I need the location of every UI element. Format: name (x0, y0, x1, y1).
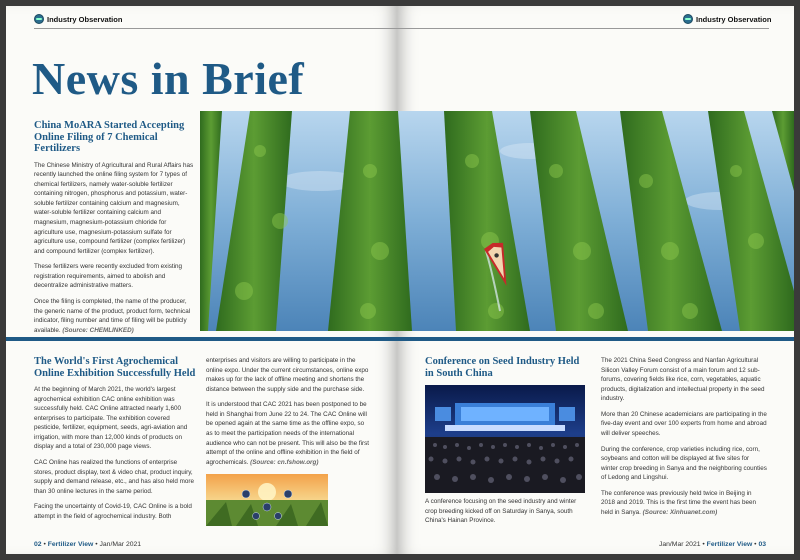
paragraph: The 2021 China Seed Congress and Nanfan Agricultural Silicon Valley Forum consist of a main forum and 12 sub-forums, covering fields like rice, corn, vegetables, aquatic products, digitalization and intellectual property in the seed industry. (601, 357, 765, 403)
globe-icon (34, 14, 44, 24)
page-number: 03 (758, 541, 766, 548)
globe-icon (683, 14, 693, 24)
agri-tech-photo (206, 474, 328, 526)
article-agrochemical-exhibition (34, 356, 196, 527)
issue-date: Jan/Mar 2021 (658, 541, 701, 548)
header-rule (34, 28, 397, 29)
right-header-label: Industry Observation (696, 14, 772, 24)
conference-photo (425, 385, 585, 493)
paragraph: During the conference, crop varieties including rice, corn, soybeans and cotton will be displayed at five sites for winter crop breeding in Sanya and the neighboring counties of Ledong and Lingshui. (601, 445, 767, 482)
left-footer: 02 • Fertilizer View • Jan/Mar 2021 (34, 541, 142, 548)
photo-caption: A conference focusing on the seed industry and winter crop breeding kicked off on Saturday in Sanya, south China's Hainan Province. (425, 498, 577, 525)
article-body (34, 385, 196, 521)
article-seed-conference-cont (601, 356, 767, 523)
article-title: China MoARA Started Accepting Online Filing of 7 Chemical Fertilizers (34, 120, 185, 155)
paragraph: CAC Online has realized the functions of enterprise stores, product display, text & video chat, product inquiry, supply and demand release, etc., and has also held more than 30 online lectures in the same period. (34, 459, 194, 495)
article-chemical-fertilizers (34, 120, 194, 341)
article-body (34, 161, 194, 336)
header-rule (397, 28, 769, 29)
right-header (683, 14, 771, 24)
section-divider (6, 337, 794, 341)
left-header (34, 14, 122, 24)
page-title: News in Brief (32, 53, 305, 104)
article-agrochemical-exhibition-cont (206, 356, 372, 473)
article-seed-conference (425, 356, 587, 526)
brand-name: Fertilizer View (47, 541, 94, 548)
brand-name: Fertilizer View (706, 541, 753, 548)
paragraph: Facing the uncertainty of Covid-19, CAC Online is a bold attempt in the field of agrochemical industry. Both (34, 503, 192, 520)
paragraph: At the beginning of March 2021, the world's largest agrochemical exhibition CAC online exhibition was successfully held. CAC Online attracted nearly 1,600 enterprises to participate. The exhibition covered pesticide, fertilizer, equipment, seeds, agri-aviation and irrigation, with more than 12,000 kinds of products on display and a total of 230,000 page views. (34, 386, 188, 451)
article-body (206, 356, 372, 467)
paragraph: enterprises and visitors are willing to participate in the online expo. Under the current circumstances, online expo makes up for the lack of offline meeting and shortens the distance between the supply side and the purchase side. (206, 357, 369, 393)
article-body (601, 356, 767, 517)
source-credit: (Source: Xinhuanet.com) (642, 508, 718, 516)
article-title: Conference on Seed Industry Held in South China (425, 356, 580, 379)
paragraph: These fertilizers were recently excluded from existing registration requirements, aimed to abolish and decentralize administrative matters. (34, 263, 183, 290)
issue-date: Jan/Mar 2021 (99, 541, 142, 548)
article-title: The World's First Agrochemical Online Exhibition Successfully Held (34, 356, 196, 379)
paragraph: The Chinese Ministry of Agricultural and Rural Affairs has recently launched the online filing system for 7 types of chemical fertilizers, namely water-soluble fertilizer containing nitrogen, phosphorus and potassium, water-soluble fertilizer containing calcium and magnesium, water-soluble fertilizer containing calcium and magnesium, magnesium-potassium chloride for agriculture use, magnesium-potassium sulfate for agriculture use, compound fertilizer (complex fertilizer) and compound fertilizer (complex fertilizer). (34, 161, 194, 255)
page-number: 02 (34, 541, 42, 548)
source-credit: (Source: CHEMLINKED) (62, 326, 134, 334)
mangrove-aerial-photo (200, 111, 794, 331)
paragraph: More than 20 Chinese academicians are participating in the five-day event and over 100 experts from home and abroad will deliver speeches. (601, 410, 767, 437)
source-credit: (Source: cn.fshow.org) (250, 458, 319, 466)
paragraph: It is understood that CAC 2021 has been postponed to be held in Shanghai from June 22 to 24. The CAC Online will be opened again at the same time as the offline expo, so as to meet the participation needs of the international audience who can not be present. This will also be the first attempt of the online and offline exhibition in the field of agrochemicals. (Source: cn.fshow.org) (206, 401, 369, 466)
left-header-label: Industry Observation (47, 14, 123, 24)
paragraph: Once the filing is completed, the name of the producer, the generic name of the product, product form, technical indicator, filing number and time of filing will be publicly available. (Source: CHEMLINKED) (34, 297, 191, 334)
right-footer: Jan/Mar 2021 • Fertilizer View • 03 (658, 541, 766, 548)
paragraph: The conference was previously held twice in Beijing in 2018 and 2019. This is the first time the event has been held in Sanya. (Source: Xinhuanet.com) (601, 489, 756, 516)
